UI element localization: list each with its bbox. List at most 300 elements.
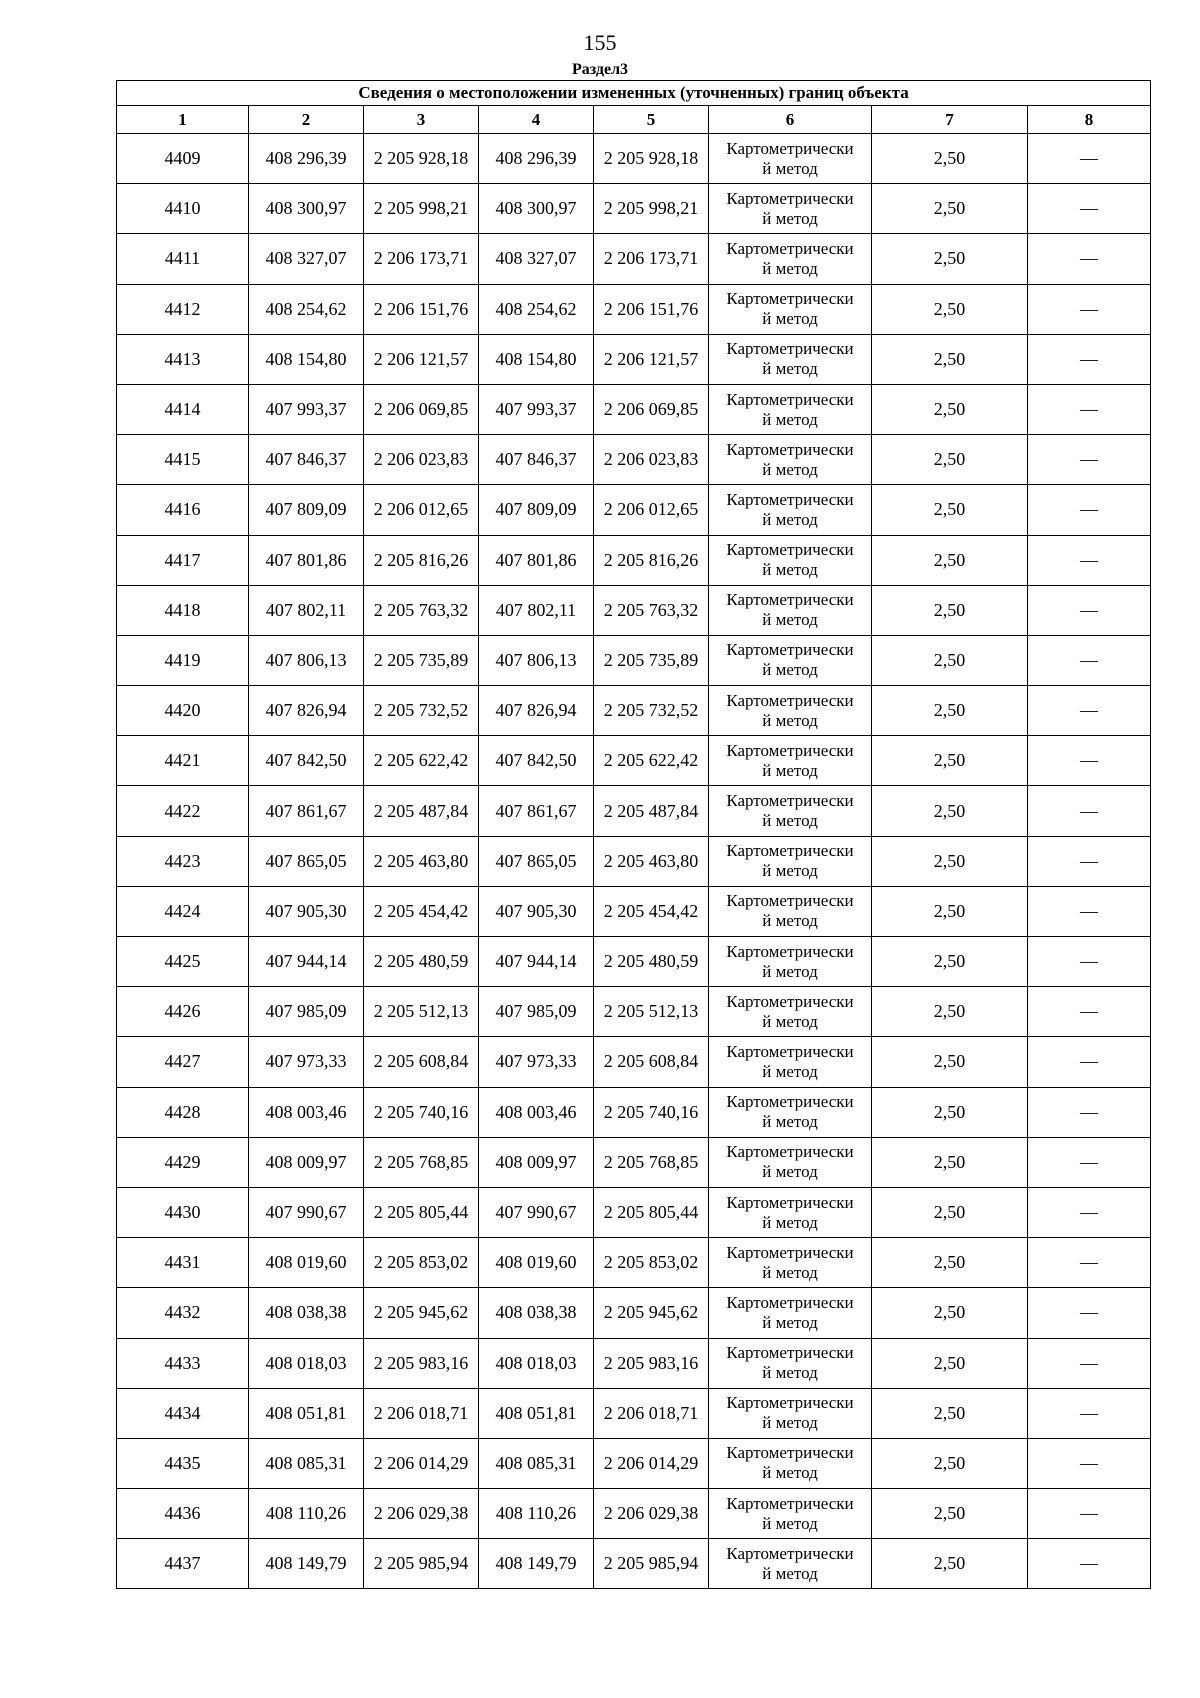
- method-text-line-2: й метод: [762, 660, 818, 680]
- table-cell-c5: 2 205 740,16: [594, 1087, 709, 1137]
- table-cell-c7: 2,50: [872, 1137, 1028, 1187]
- method-text-line-2: й метод: [762, 1312, 818, 1332]
- table-cell-c2: 407 846,37: [249, 435, 364, 485]
- method-cell: [709, 585, 872, 635]
- table-body: [117, 134, 1151, 1589]
- table-cell-c3: 2 206 121,57: [364, 334, 479, 384]
- table-cell-c5: 2 205 735,89: [594, 635, 709, 685]
- table-cell-c8: —: [1028, 334, 1151, 384]
- method-cell: [709, 937, 872, 987]
- table-cell-c4: 407 990,67: [479, 1187, 594, 1237]
- table-cell-c1: 4418: [117, 585, 249, 635]
- table-cell-c5: 2 205 454,42: [594, 886, 709, 936]
- method-text-line-1: Картометрически: [726, 1493, 854, 1513]
- table-cell-c1: 4422: [117, 786, 249, 836]
- table-cell-c1: 4433: [117, 1338, 249, 1388]
- method-text-line-2: й метод: [762, 158, 818, 178]
- table-cell-c3: 2 205 454,42: [364, 886, 479, 936]
- method-cell: [709, 1037, 872, 1087]
- table-cell-c4: 408 254,62: [479, 284, 594, 334]
- table-row: [117, 635, 1151, 685]
- column-header: 6: [709, 106, 872, 134]
- table-cell-c3: 2 205 928,18: [364, 134, 479, 184]
- table-cell-c5: 2 206 029,38: [594, 1489, 709, 1539]
- table-cell-c7: 2,50: [872, 1338, 1028, 1388]
- table-cell-c2: 408 085,31: [249, 1438, 364, 1488]
- table-cell-c3: 2 205 740,16: [364, 1087, 479, 1137]
- table-cell-c8: —: [1028, 234, 1151, 284]
- table-cell-c4: 408 009,97: [479, 1137, 594, 1187]
- table-cell-c8: —: [1028, 1087, 1151, 1137]
- table-row: [117, 134, 1151, 184]
- method-text-line-1: Картометрически: [726, 1092, 854, 1112]
- table-cell-c4: 407 809,09: [479, 485, 594, 535]
- table-cell-c7: 2,50: [872, 485, 1028, 535]
- table-cell-c5: 2 205 983,16: [594, 1338, 709, 1388]
- table-row: [117, 1037, 1151, 1087]
- table-cell-c5: 2 205 480,59: [594, 937, 709, 987]
- method-cell: [709, 1438, 872, 1488]
- table-cell-c2: 407 842,50: [249, 736, 364, 786]
- method-cell: [709, 184, 872, 234]
- method-text-line-1: Картометрически: [726, 389, 854, 409]
- method-text-line-1: Картометрически: [726, 1343, 854, 1363]
- table-cell-c4: 407 861,67: [479, 786, 594, 836]
- table-cell-c8: —: [1028, 1187, 1151, 1237]
- table-cell-c8: —: [1028, 1539, 1151, 1589]
- table-cell-c3: 2 205 608,84: [364, 1037, 479, 1087]
- table-cell-c8: —: [1028, 1288, 1151, 1338]
- table-cell-c2: 407 861,67: [249, 786, 364, 836]
- method-text-line-2: й метод: [762, 560, 818, 580]
- table-cell-c7: 2,50: [872, 736, 1028, 786]
- table-cell-c7: 2,50: [872, 334, 1028, 384]
- table-cell-c4: 407 801,86: [479, 535, 594, 585]
- table-cell-c2: 407 985,09: [249, 987, 364, 1037]
- method-cell: [709, 1489, 872, 1539]
- table-cell-c4: 407 993,37: [479, 384, 594, 434]
- table-cell-c4: 407 826,94: [479, 686, 594, 736]
- table-cell-c2: 408 296,39: [249, 134, 364, 184]
- method-text-line-2: й метод: [762, 911, 818, 931]
- table-row: [117, 485, 1151, 535]
- table-row: [117, 384, 1151, 434]
- table-cell-c7: 2,50: [872, 886, 1028, 936]
- column-header: 7: [872, 106, 1028, 134]
- table-cell-c3: 2 206 014,29: [364, 1438, 479, 1488]
- method-cell: [709, 736, 872, 786]
- table-cell-c3: 2 206 151,76: [364, 284, 479, 334]
- method-text-line-1: Картометрически: [726, 138, 854, 158]
- table-cell-c3: 2 205 998,21: [364, 184, 479, 234]
- table-cell-c2: 408 110,26: [249, 1489, 364, 1539]
- table-cell-c3: 2 205 480,59: [364, 937, 479, 987]
- table-cell-c2: 407 993,37: [249, 384, 364, 434]
- table-cell-c1: 4419: [117, 635, 249, 685]
- table-cell-c4: 408 327,07: [479, 234, 594, 284]
- method-text-line-2: й метод: [762, 1061, 818, 1081]
- table-cell-c4: 407 985,09: [479, 987, 594, 1037]
- table-cell-c7: 2,50: [872, 384, 1028, 434]
- method-cell: [709, 987, 872, 1037]
- table-cell-c5: 2 205 985,94: [594, 1539, 709, 1589]
- method-cell: [709, 686, 872, 736]
- table-row: [117, 1238, 1151, 1288]
- table-cell-c3: 2 206 018,71: [364, 1388, 479, 1438]
- method-cell: [709, 1187, 872, 1237]
- table-cell-c2: 407 990,67: [249, 1187, 364, 1237]
- table-cell-c8: —: [1028, 535, 1151, 585]
- table-cell-c5: 2 205 763,32: [594, 585, 709, 635]
- page-number: 155: [583, 30, 617, 55]
- table-cell-c3: 2 206 012,65: [364, 485, 479, 535]
- table-cell-c7: 2,50: [872, 1539, 1028, 1589]
- table-cell-c5: 2 205 768,85: [594, 1137, 709, 1187]
- method-text-line-1: Картометрически: [726, 640, 854, 660]
- table-cell-c1: 4424: [117, 886, 249, 936]
- table-cell-c8: —: [1028, 1037, 1151, 1087]
- method-cell: [709, 1087, 872, 1137]
- table-cell-c1: 4413: [117, 334, 249, 384]
- method-text-line-1: Картометрически: [726, 1242, 854, 1262]
- table-cell-c8: —: [1028, 284, 1151, 334]
- method-cell: [709, 284, 872, 334]
- table-cell-c4: 407 802,11: [479, 585, 594, 635]
- table-cell-c2: 407 802,11: [249, 585, 364, 635]
- table-cell-c7: 2,50: [872, 535, 1028, 585]
- table-cell-c2: 408 038,38: [249, 1288, 364, 1338]
- table-cell-c1: 4435: [117, 1438, 249, 1488]
- method-text-line-1: Картометрически: [726, 891, 854, 911]
- method-text-line-2: й метод: [762, 811, 818, 831]
- table-cell-c2: 408 254,62: [249, 284, 364, 334]
- table-cell-c3: 2 205 945,62: [364, 1288, 479, 1338]
- method-cell: [709, 334, 872, 384]
- table-cell-c4: 408 110,26: [479, 1489, 594, 1539]
- method-text-line-2: й метод: [762, 309, 818, 329]
- table-cell-c4: 408 154,80: [479, 334, 594, 384]
- table-cell-c4: 408 149,79: [479, 1539, 594, 1589]
- table-cell-c1: 4414: [117, 384, 249, 434]
- method-text-line-1: Картометрически: [726, 740, 854, 760]
- table-cell-c5: 2 205 998,21: [594, 184, 709, 234]
- table-cell-c1: 4432: [117, 1288, 249, 1338]
- table-cell-c7: 2,50: [872, 1238, 1028, 1288]
- table-cell-c3: 2 205 463,80: [364, 836, 479, 886]
- table-cell-c7: 2,50: [872, 1037, 1028, 1087]
- table-cell-c7: 2,50: [872, 1087, 1028, 1137]
- method-cell: [709, 435, 872, 485]
- table-cell-c5: 2 205 805,44: [594, 1187, 709, 1237]
- table-cell-c1: 4411: [117, 234, 249, 284]
- table-cell-c2: 407 973,33: [249, 1037, 364, 1087]
- table-cell-c3: 2 205 732,52: [364, 686, 479, 736]
- method-cell: [709, 1137, 872, 1187]
- column-header: 5: [594, 106, 709, 134]
- method-cell: [709, 384, 872, 434]
- table-cell-c1: 4428: [117, 1087, 249, 1137]
- table-cell-c7: 2,50: [872, 1388, 1028, 1438]
- table-cell-c2: 407 809,09: [249, 485, 364, 535]
- method-text-line-1: Картометрически: [726, 841, 854, 861]
- section-title: Раздел3: [571, 61, 629, 78]
- column-header: 8: [1028, 106, 1151, 134]
- method-cell: [709, 836, 872, 886]
- table-row: [117, 1388, 1151, 1438]
- method-text-line-2: й метод: [762, 710, 818, 730]
- method-text-line-1: Картометрически: [726, 1292, 854, 1312]
- method-text-line-2: й метод: [762, 1513, 818, 1533]
- table-cell-c1: 4417: [117, 535, 249, 585]
- method-cell: [709, 1388, 872, 1438]
- table-cell-c1: 4425: [117, 937, 249, 987]
- method-text-line-1: Картометрически: [726, 1192, 854, 1212]
- method-text-line-2: й метод: [762, 760, 818, 780]
- table-header-row: [117, 106, 1151, 134]
- method-text-line-1: Картометрически: [726, 1393, 854, 1413]
- table-cell-c4: 408 038,38: [479, 1288, 594, 1338]
- method-cell: [709, 485, 872, 535]
- method-text-line-2: й метод: [762, 1112, 818, 1132]
- table-cell-c8: —: [1028, 836, 1151, 886]
- table-cell-c7: 2,50: [872, 987, 1028, 1037]
- table-cell-c7: 2,50: [872, 284, 1028, 334]
- table-cell-c1: 4420: [117, 686, 249, 736]
- table-cell-c7: 2,50: [872, 435, 1028, 485]
- table-cell-c7: 2,50: [872, 686, 1028, 736]
- table-cell-c3: 2 206 173,71: [364, 234, 479, 284]
- method-text-line-2: й метод: [762, 1011, 818, 1031]
- table-cell-c8: —: [1028, 1338, 1151, 1388]
- method-text-line-1: Картометрически: [726, 289, 854, 309]
- table-cell-c8: —: [1028, 686, 1151, 736]
- table-row: [117, 585, 1151, 635]
- method-text-line-1: Картометрически: [726, 1142, 854, 1162]
- table-cell-c5: 2 205 945,62: [594, 1288, 709, 1338]
- table-cell-c7: 2,50: [872, 786, 1028, 836]
- method-text-line-2: й метод: [762, 409, 818, 429]
- table-cell-c7: 2,50: [872, 1489, 1028, 1539]
- method-text-line-1: Картометрически: [726, 590, 854, 610]
- table-cell-c8: —: [1028, 384, 1151, 434]
- table-row: [117, 1087, 1151, 1137]
- table-cell-c1: 4426: [117, 987, 249, 1037]
- table-cell-c7: 2,50: [872, 635, 1028, 685]
- method-text-line-1: Картометрически: [726, 339, 854, 359]
- method-cell: [709, 535, 872, 585]
- table-cell-c5: 2 206 012,65: [594, 485, 709, 535]
- table-cell-c7: 2,50: [872, 937, 1028, 987]
- table-cell-c5: 2 206 121,57: [594, 334, 709, 384]
- table-cell-c2: 408 019,60: [249, 1238, 364, 1288]
- table-row: [117, 786, 1151, 836]
- table-row: [117, 1489, 1151, 1539]
- table-row: [117, 535, 1151, 585]
- table-cell-c2: 408 327,07: [249, 234, 364, 284]
- table-cell-c3: 2 205 805,44: [364, 1187, 479, 1237]
- table-cell-c1: 4416: [117, 485, 249, 535]
- method-text-line-1: Картометрически: [726, 941, 854, 961]
- table-row: [117, 284, 1151, 334]
- method-text-line-2: й метод: [762, 208, 818, 228]
- table-cell-c8: —: [1028, 937, 1151, 987]
- table-row: [117, 1539, 1151, 1589]
- method-cell: [709, 1539, 872, 1589]
- table-cell-c3: 2 205 985,94: [364, 1539, 479, 1589]
- table-cell-c1: 4430: [117, 1187, 249, 1237]
- table-cell-c1: 4421: [117, 736, 249, 786]
- table-cell-c8: —: [1028, 635, 1151, 685]
- table-row: [117, 435, 1151, 485]
- table-cell-c4: 407 905,30: [479, 886, 594, 936]
- table-cell-c4: 408 300,97: [479, 184, 594, 234]
- table-cell-c1: 4410: [117, 184, 249, 234]
- table-row: [117, 1438, 1151, 1488]
- table-cell-c7: 2,50: [872, 1288, 1028, 1338]
- table-cell-c4: 408 085,31: [479, 1438, 594, 1488]
- table-row: [117, 886, 1151, 936]
- table-cell-c4: 407 842,50: [479, 736, 594, 786]
- table-cell-c5: 2 206 023,83: [594, 435, 709, 485]
- table-row: [117, 937, 1151, 987]
- table-cell-c5: 2 205 608,84: [594, 1037, 709, 1087]
- table-cell-c8: —: [1028, 786, 1151, 836]
- method-cell: [709, 1288, 872, 1338]
- table-cell-c2: 408 154,80: [249, 334, 364, 384]
- table-cell-c8: —: [1028, 134, 1151, 184]
- table-cell-c3: 2 205 983,16: [364, 1338, 479, 1388]
- method-cell: [709, 886, 872, 936]
- table-cell-c1: 4423: [117, 836, 249, 886]
- method-text-line-2: й метод: [762, 1413, 818, 1433]
- method-text-line-1: Картометрически: [726, 188, 854, 208]
- table-cell-c2: 408 300,97: [249, 184, 364, 234]
- table-cell-c2: 407 944,14: [249, 937, 364, 987]
- table-cell-c2: 408 009,97: [249, 1137, 364, 1187]
- table-cell-c4: 407 865,05: [479, 836, 594, 886]
- table-cell-c2: 407 806,13: [249, 635, 364, 685]
- table-cell-c5: 2 206 151,76: [594, 284, 709, 334]
- method-cell: [709, 1338, 872, 1388]
- table-cell-c5: 2 206 014,29: [594, 1438, 709, 1488]
- table-cell-c4: 408 018,03: [479, 1338, 594, 1388]
- table-cell-c5: 2 205 512,13: [594, 987, 709, 1037]
- method-text-line-1: Картометрически: [726, 1443, 854, 1463]
- table-row: [117, 184, 1151, 234]
- table-cell-c2: 408 003,46: [249, 1087, 364, 1137]
- table-cell-c4: 408 019,60: [479, 1238, 594, 1288]
- table-cell-c3: 2 205 768,85: [364, 1137, 479, 1187]
- table-caption-row: [117, 81, 1151, 106]
- table-cell-c2: 408 051,81: [249, 1388, 364, 1438]
- method-cell: [709, 635, 872, 685]
- table-cell-c8: —: [1028, 184, 1151, 234]
- table-cell-c8: —: [1028, 1137, 1151, 1187]
- table-cell-c2: 408 149,79: [249, 1539, 364, 1589]
- table-cell-c8: —: [1028, 1388, 1151, 1438]
- table-row: [117, 1338, 1151, 1388]
- method-text-line-2: й метод: [762, 1212, 818, 1232]
- method-text-line-2: й метод: [762, 258, 818, 278]
- method-cell: [709, 134, 872, 184]
- table-cell-c5: 2 205 487,84: [594, 786, 709, 836]
- method-text-line-1: Картометрически: [726, 238, 854, 258]
- table-cell-c1: 4434: [117, 1388, 249, 1438]
- table-cell-c2: 407 865,05: [249, 836, 364, 886]
- method-text-line-1: Картометрически: [726, 439, 854, 459]
- method-text-line-1: Картометрически: [726, 1543, 854, 1563]
- table-cell-c7: 2,50: [872, 836, 1028, 886]
- method-text-line-1: Картометрически: [726, 489, 854, 509]
- table-row: [117, 234, 1151, 284]
- table-row: [117, 836, 1151, 886]
- method-cell: [709, 786, 872, 836]
- table-cell-c2: 407 826,94: [249, 686, 364, 736]
- table-cell-c8: —: [1028, 435, 1151, 485]
- table-cell-c1: 4429: [117, 1137, 249, 1187]
- table-caption: Сведения о местоположении измененных (уточненных) границ объекта: [117, 81, 1151, 106]
- method-text-line-2: й метод: [762, 1162, 818, 1182]
- method-text-line-2: й метод: [762, 459, 818, 479]
- table-cell-c1: 4409: [117, 134, 249, 184]
- table-cell-c3: 2 205 763,32: [364, 585, 479, 635]
- table-cell-c7: 2,50: [872, 134, 1028, 184]
- method-text-line-1: Картометрически: [726, 690, 854, 710]
- table-cell-c3: 2 205 622,42: [364, 736, 479, 786]
- table-cell-c5: 2 205 853,02: [594, 1238, 709, 1288]
- table-row: [117, 736, 1151, 786]
- method-text-line-2: й метод: [762, 961, 818, 981]
- method-text-line-1: Картометрически: [726, 540, 854, 560]
- table-cell-c1: 4412: [117, 284, 249, 334]
- table-cell-c5: 2 206 173,71: [594, 234, 709, 284]
- table-cell-c5: 2 206 069,85: [594, 384, 709, 434]
- column-header: 3: [364, 106, 479, 134]
- method-cell: [709, 234, 872, 284]
- table-cell-c7: 2,50: [872, 585, 1028, 635]
- table-cell-c3: 2 206 023,83: [364, 435, 479, 485]
- table-row: [117, 1137, 1151, 1187]
- table-cell-c5: 2 205 622,42: [594, 736, 709, 786]
- table-cell-c2: 407 801,86: [249, 535, 364, 585]
- table-row: [117, 1288, 1151, 1338]
- method-text-line-2: й метод: [762, 1363, 818, 1383]
- table-cell-c7: 2,50: [872, 234, 1028, 284]
- table-cell-c4: 408 003,46: [479, 1087, 594, 1137]
- method-text-line-2: й метод: [762, 359, 818, 379]
- method-text-line-2: й метод: [762, 1563, 818, 1583]
- table-cell-c8: —: [1028, 1438, 1151, 1488]
- table-cell-c8: —: [1028, 987, 1151, 1037]
- table-cell-c3: 2 205 816,26: [364, 535, 479, 585]
- method-text-line-1: Картометрически: [726, 1041, 854, 1061]
- table-cell-c8: —: [1028, 886, 1151, 936]
- boundary-coordinates-table: [116, 80, 1151, 1589]
- table-cell-c5: 2 205 928,18: [594, 134, 709, 184]
- table-cell-c7: 2,50: [872, 1187, 1028, 1237]
- table-cell-c4: 407 944,14: [479, 937, 594, 987]
- table-cell-c4: 408 296,39: [479, 134, 594, 184]
- table-cell-c4: 408 051,81: [479, 1388, 594, 1438]
- table-cell-c5: 2 205 816,26: [594, 535, 709, 585]
- table-cell-c8: —: [1028, 736, 1151, 786]
- table-cell-c5: 2 206 018,71: [594, 1388, 709, 1438]
- table-cell-c7: 2,50: [872, 184, 1028, 234]
- table-cell-c3: 2 206 069,85: [364, 384, 479, 434]
- table-cell-c1: 4415: [117, 435, 249, 485]
- column-header: 2: [249, 106, 364, 134]
- table-cell-c1: 4427: [117, 1037, 249, 1087]
